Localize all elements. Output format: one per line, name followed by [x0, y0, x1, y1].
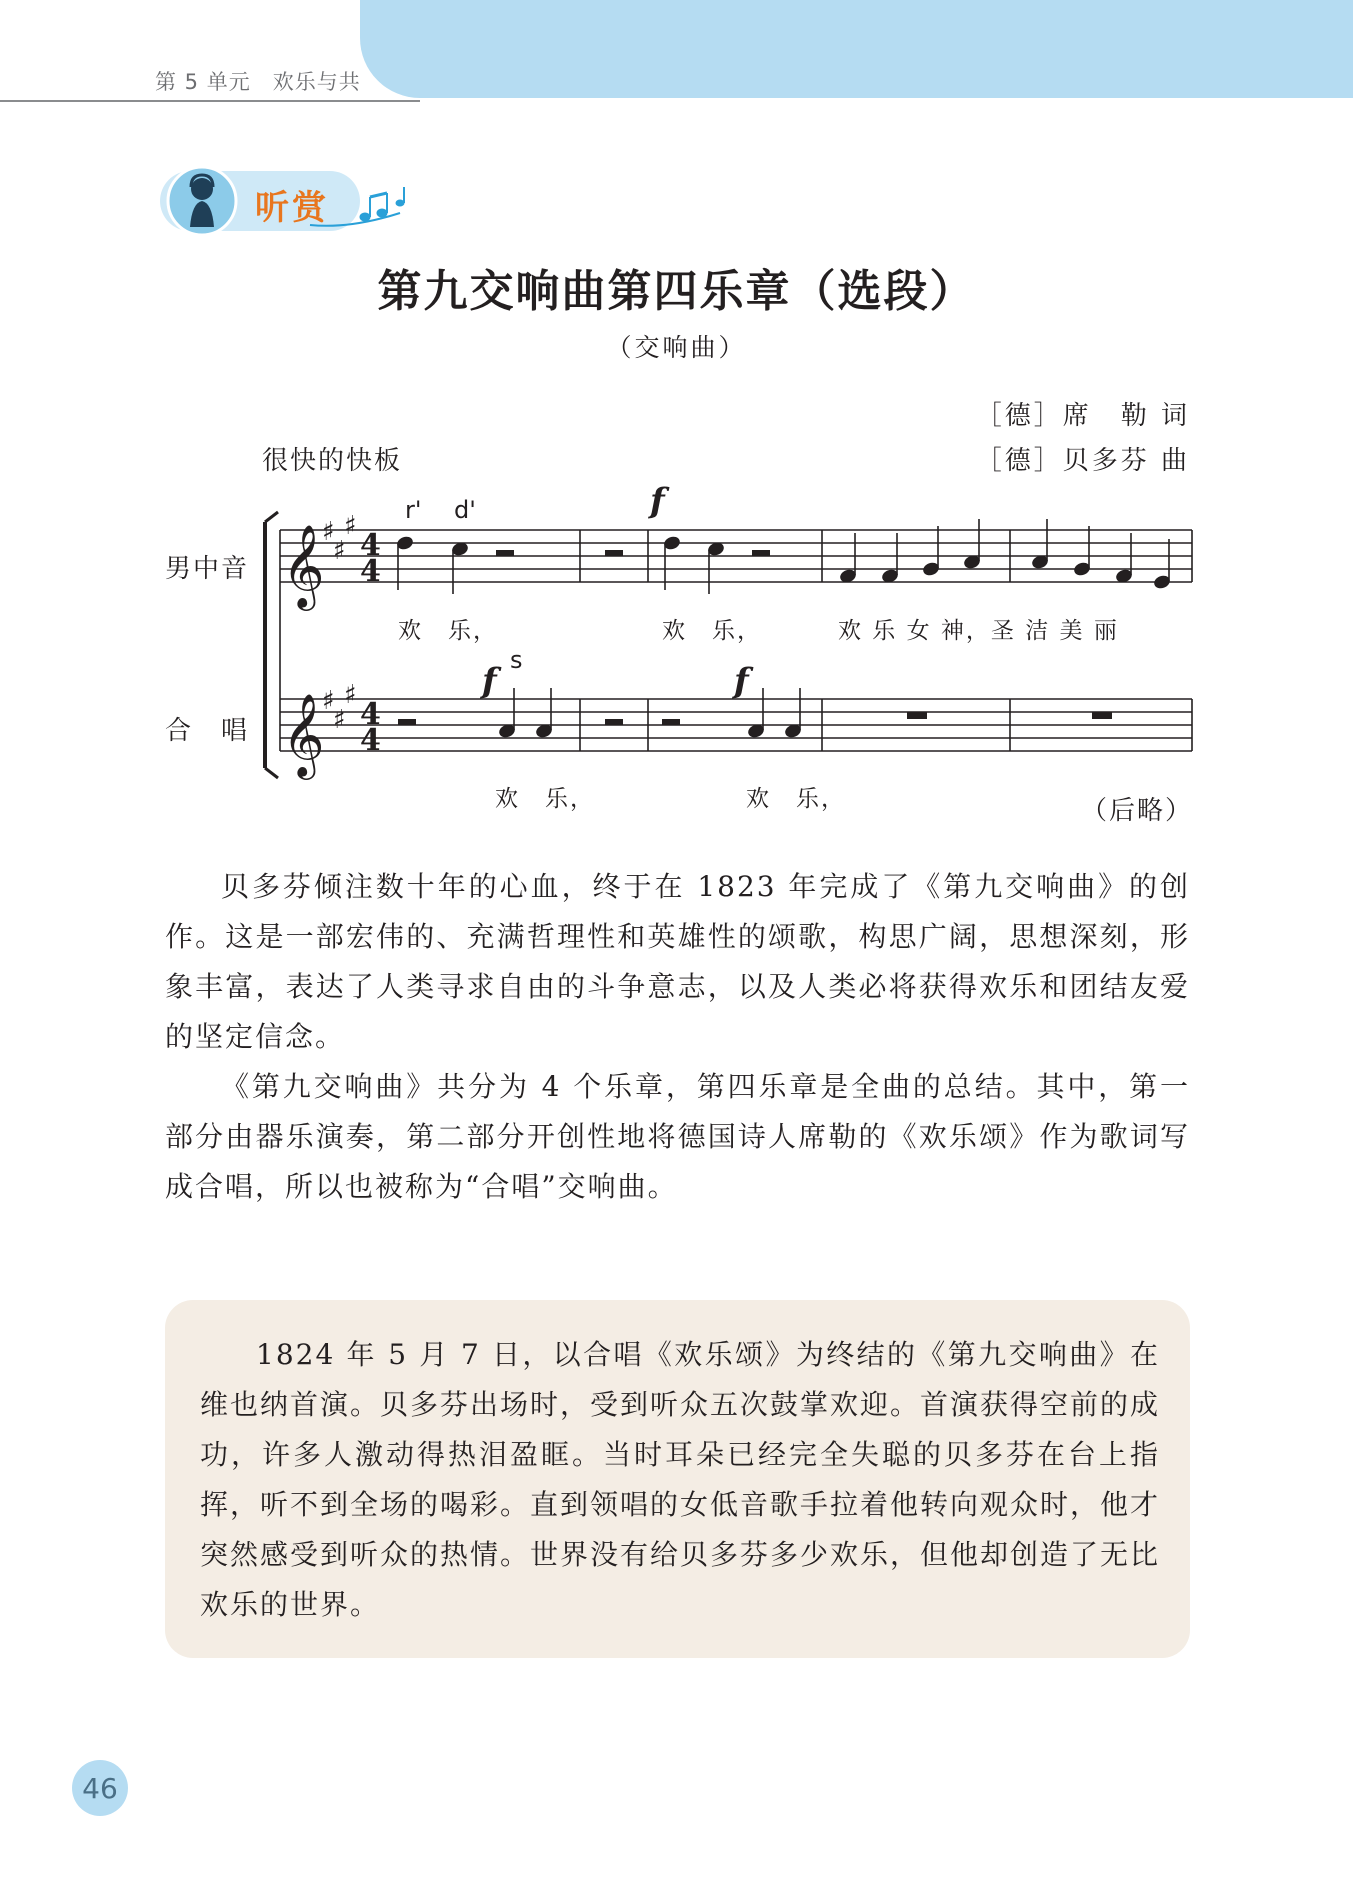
lyric-line: 欢 乐，	[495, 786, 595, 812]
piece-title: 第九交响曲第四乐章（选段）	[377, 266, 976, 317]
svg-text:♯: ♯	[322, 686, 335, 716]
forte-mark: f	[734, 661, 749, 701]
unit-label: 第 5 单元 欢乐与共	[155, 70, 361, 94]
part-label-baritone: 男中音	[165, 554, 250, 584]
lyric-line: 欢 乐，	[746, 786, 846, 812]
system-bracket	[265, 512, 278, 778]
time-signature	[360, 528, 381, 758]
mark-s: s	[510, 646, 523, 674]
listening-badge-label: 听赏	[255, 188, 329, 228]
omitted-note: （后略）	[1080, 796, 1193, 826]
svg-text:♯: ♯	[333, 536, 346, 566]
lyric-line: 欢 乐，	[398, 618, 498, 644]
lyric-line: 欢 乐，	[662, 618, 762, 644]
svg-text:♯: ♯	[344, 680, 357, 710]
note-box-text: 1824 年 5 月 7 日，以合唱《欢乐颂》为终结的《第九交响曲》在维也纳首演。贝多芬出场时，受到听众五次鼓掌欢迎。首演获得空前的成功，许多人激动得热泪盈眶。当时耳朵已经完全失聪的贝多芬在台上指挥，听不到全场的喝彩。直到领唱的女低音歌手拉着他转向观众时，他才突然感受到听众的热情。世界没有给贝多芬多少欢乐，但他却创造了无比欢乐的世界。	[200, 1338, 1161, 1621]
music-score	[0, 0, 1353, 800]
lyric-line: 欢 乐 女 神，圣 洁 美 丽	[838, 618, 1119, 644]
page-number: 46	[82, 1772, 118, 1805]
svg-text:♯: ♯	[333, 705, 346, 735]
svg-text:4: 4	[360, 554, 381, 589]
staff-chorus	[280, 699, 1192, 751]
treble-clef-icon: 𝄞	[282, 692, 325, 776]
svg-text:4: 4	[360, 528, 381, 563]
key-signature	[322, 511, 357, 735]
forte-mark: f	[650, 481, 665, 521]
piece-subtitle: （交响曲）	[606, 333, 747, 362]
forte-mark: f	[482, 661, 497, 701]
chorus-notes	[398, 688, 1112, 739]
part-label-chorus: 合 唱	[165, 716, 250, 746]
svg-text:♯: ♯	[322, 517, 335, 547]
body-paragraph: 贝多芬倾注数十年的心血，终于在 1823 年完成了《第九交响曲》的创作。这是一部宏伟的、充满哲理性和英雄性的颂歌，构思广阔，思想深刻，形象丰富，表达了人类寻求自由的斗争意志，以及人类必将获得欢乐和团结友爱的坚定信念。	[165, 870, 1190, 1053]
mark-r: r'	[405, 496, 422, 524]
tempo-marking: 很快的快板	[262, 446, 403, 476]
body-paragraph: 《第九交响曲》共分为 4 个乐章，第四乐章是全曲的总结。其中，第一部分由器乐演奏，第二部分开创性地将德国诗人席勒的《欢乐颂》作为歌词写成合唱，所以也被称为“合唱”交响曲。	[165, 1070, 1190, 1203]
mark-d: d'	[454, 496, 476, 524]
lyricist-credit: ［德］席 勒 词	[975, 401, 1190, 431]
treble-clef-icon: 𝄞	[282, 523, 325, 607]
svg-text:♯: ♯	[344, 511, 357, 541]
svg-text:4: 4	[360, 723, 381, 758]
svg-text:4: 4	[360, 697, 381, 732]
composer-credit: ［德］贝多芬 曲	[975, 446, 1190, 476]
staff-baritone	[280, 530, 1192, 582]
